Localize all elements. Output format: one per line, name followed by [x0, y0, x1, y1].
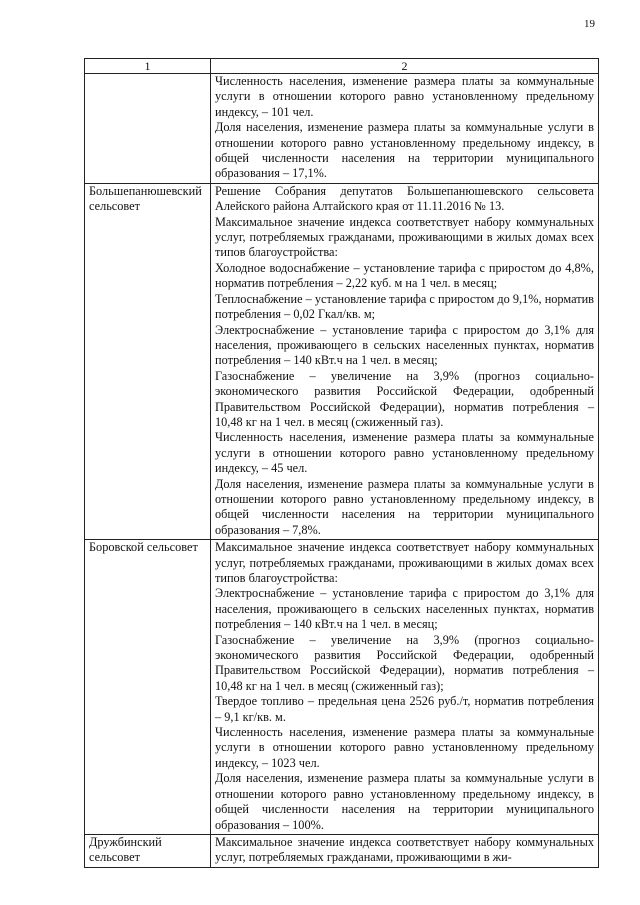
paragraph: Доля населения, изменение размера платы за коммунальные услуги в отношении которого равно установленному предельному индексу, в общей численности населения на территории муниципального образования – 17,1%.: [215, 120, 594, 181]
page-number: 19: [584, 18, 595, 30]
paragraph: Численность населения, изменение размера платы за коммунальные услуги в отношении которого равно установленному предельному индексу, – 45 чел.: [215, 430, 594, 476]
paragraph: Численность населения, изменение размера платы за коммунальные услуги в отношении которого равно установленному предельному индексу, – 1023 чел.: [215, 725, 594, 770]
paragraph: Электроснабжение – установление тарифа с приростом до 3,1% для населения, проживающего в сельских населенных пунктах, норматив потребления – 140 кВт.ч на 1 чел. в месяц;: [215, 322, 594, 368]
column-header-1: 1: [85, 59, 211, 74]
paragraph: Максимальное значение индекса соответствует набору коммунальных услуг, потребляемых гражданами, проживающими в жилых домах всех типов благоустройства:: [215, 214, 594, 260]
table-row: [85, 74, 599, 184]
municipality-name-cell: Дружбинский сельсовет: [85, 834, 211, 867]
paragraph: Максимальное значение индекса соответствует набору коммунальных услуг, потребляемых гражданами, проживающими в жилых домах всех типов благоустройства:: [215, 540, 594, 585]
table-row: [85, 183, 599, 539]
indicator-description-cell: [211, 183, 599, 539]
paragraph: Максимальное значение индекса соответствует набору коммунальных услуг, потребляемых гражданами, проживающими в жи-: [215, 834, 594, 865]
paragraph: Численность населения, изменение размера платы за коммунальные услуги в отношении которого равно установленному предельному индексу, – 101 чел.: [215, 74, 594, 119]
indicator-description-cell: [211, 540, 599, 835]
table-row: [85, 834, 599, 867]
table-header-row: [85, 59, 599, 74]
indicator-description-cell: [211, 834, 599, 867]
municipality-name-cell: [85, 74, 211, 184]
municipality-name-cell: Большепанюшевский сельсовет: [85, 183, 211, 539]
paragraph: Газоснабжение – увеличение на 3,9% (прогноз социально-экономического развития Российской Федерации, одобренный Правительством Российской Федерации), норматив потребления – 10,48 кг на 1 чел. в месяц (сжиженный газ).: [215, 368, 594, 429]
paragraph: Холодное водоснабжение – установление тарифа с приростом до 4,8%, норматив потребления – 2,22 куб. м на 1 чел. в месяц;: [215, 260, 594, 291]
table-row: [85, 540, 599, 835]
paragraph: Решение Собрания депутатов Большепанюшевского сельсовета Алейского района Алтайского края от 11.11.2016 № 13.: [215, 183, 594, 214]
paragraph: Газоснабжение – увеличение на 3,9% (прогноз социально-экономического развития Российской Федерации, одобренный Правительством Российской Федерации), норматив потребления – 10,48 кг на 1 чел. в месяц (сжиженный газ);: [215, 632, 594, 693]
municipality-name-cell: Боровской сельсовет: [85, 540, 211, 835]
column-header-2: 2: [211, 59, 599, 74]
paragraph: Твердое топливо – предельная цена 2526 руб./т, норматив потребления – 9,1 кг/кв. м.: [215, 694, 594, 724]
paragraph: Электроснабжение – установление тарифа с приростом до 3,1% для населения, проживающего в сельских населенных пунктах, норматив потребления – 140 кВт.ч на 1 чел. в месяц;: [215, 586, 594, 632]
paragraph: Доля населения, изменение размера платы за коммунальные услуги в отношении которого равно установленному предельному индексу, в общей численности населения на территории муниципального образования – 7,8%.: [215, 476, 594, 537]
municipality-index-table: [84, 58, 599, 868]
paragraph: Теплоснабжение – установление тарифа с приростом до 9,1%, норматив потребления – 0,02 Гкал/кв. м;: [215, 291, 594, 322]
indicator-description-cell: [211, 74, 599, 184]
paragraph: Доля населения, изменение размера платы за коммунальные услуги в отношении которого равно установленному предельному индексу, в общей численности населения на территории муниципального образования – 100%.: [215, 771, 594, 832]
